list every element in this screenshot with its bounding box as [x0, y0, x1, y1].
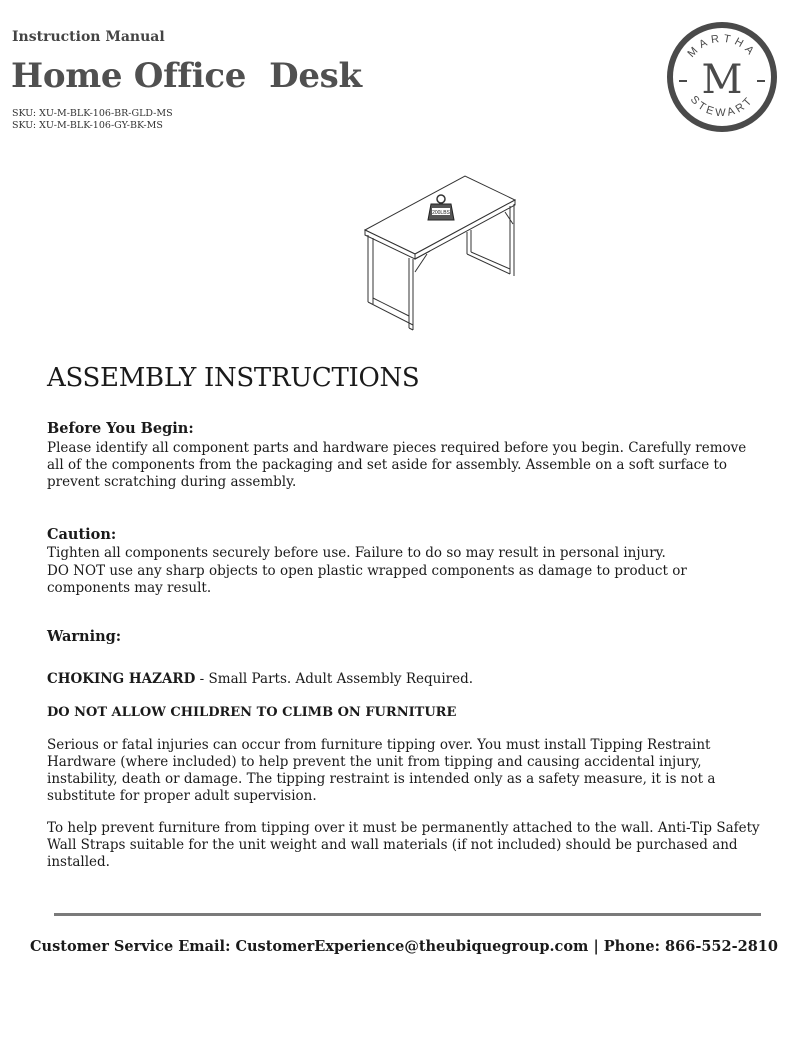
customer-service-footer: Customer Service Email: CustomerExperience@theubiquegroup.com | Phone: 866-552-2810 [30, 938, 778, 955]
climb-warning: DO NOT ALLOW CHILDREN TO CLIMB ON FURNITURE [47, 705, 457, 720]
choking-rest: - Small Parts. Adult Assembly Required. [195, 671, 474, 687]
footer-divider [54, 913, 761, 916]
logo-top-path: MARTHA [685, 32, 759, 60]
assembly-heading: ASSEMBLY INSTRUCTIONS [47, 363, 420, 393]
before-title: Before You Begin: [47, 420, 194, 437]
weight-label: 200LBS [432, 210, 450, 216]
caution-line-2: DO NOT use any sharp objects to open plastic wrapped components as damage to product or components may result. [47, 563, 687, 596]
desk-illustration [355, 168, 525, 340]
choking-hazard [47, 671, 767, 688]
logo-top-text [685, 33, 758, 60]
tip-text: Serious or fatal injuries can occur from furniture tipping over. You must install Tipping Restraint Hardware (where included) to help prevent the unit from tipping and causing accidental injury, instability, death or damage. The tipping restraint is intended only as a safety measure, it is not a substitute for proper adult supervision. [47, 737, 716, 804]
logo-letter: M [701, 57, 743, 103]
choking-bold: CHOKING HAZARD [47, 671, 196, 687]
martha-stewart-logo [667, 17, 777, 137]
caution-title: Caution: [47, 526, 117, 543]
logo-bottom-path: STEWART [687, 93, 757, 120]
page-title: Home Office Desk [11, 56, 362, 96]
caution-line-1: Tighten all components securely before use. Failure to do so may result in personal injury. [47, 545, 666, 561]
before-text: Please identify all component parts and hardware pieces required before you begin. Carefully remove all of the components from the packaging and set aside for assembly. Assemble on a soft surface to prevent scratching during assembly. [47, 440, 747, 490]
warning-title: Warning: [47, 628, 122, 645]
sku-line-1: SKU: XU-M-BLK-106-BR-GLD-MS [12, 108, 173, 119]
manual-label: Instruction Manual [12, 29, 165, 45]
sku-line-2: SKU: XU-M-BLK-106-GY-BK-MS [12, 120, 163, 131]
wall-text: To help prevent furniture from tipping over it must be permanently attached to the wall. Anti-Tip Safety Wall Straps suitable for the unit weight and wall materials (if not included) should be purchased and installed. [47, 820, 760, 870]
